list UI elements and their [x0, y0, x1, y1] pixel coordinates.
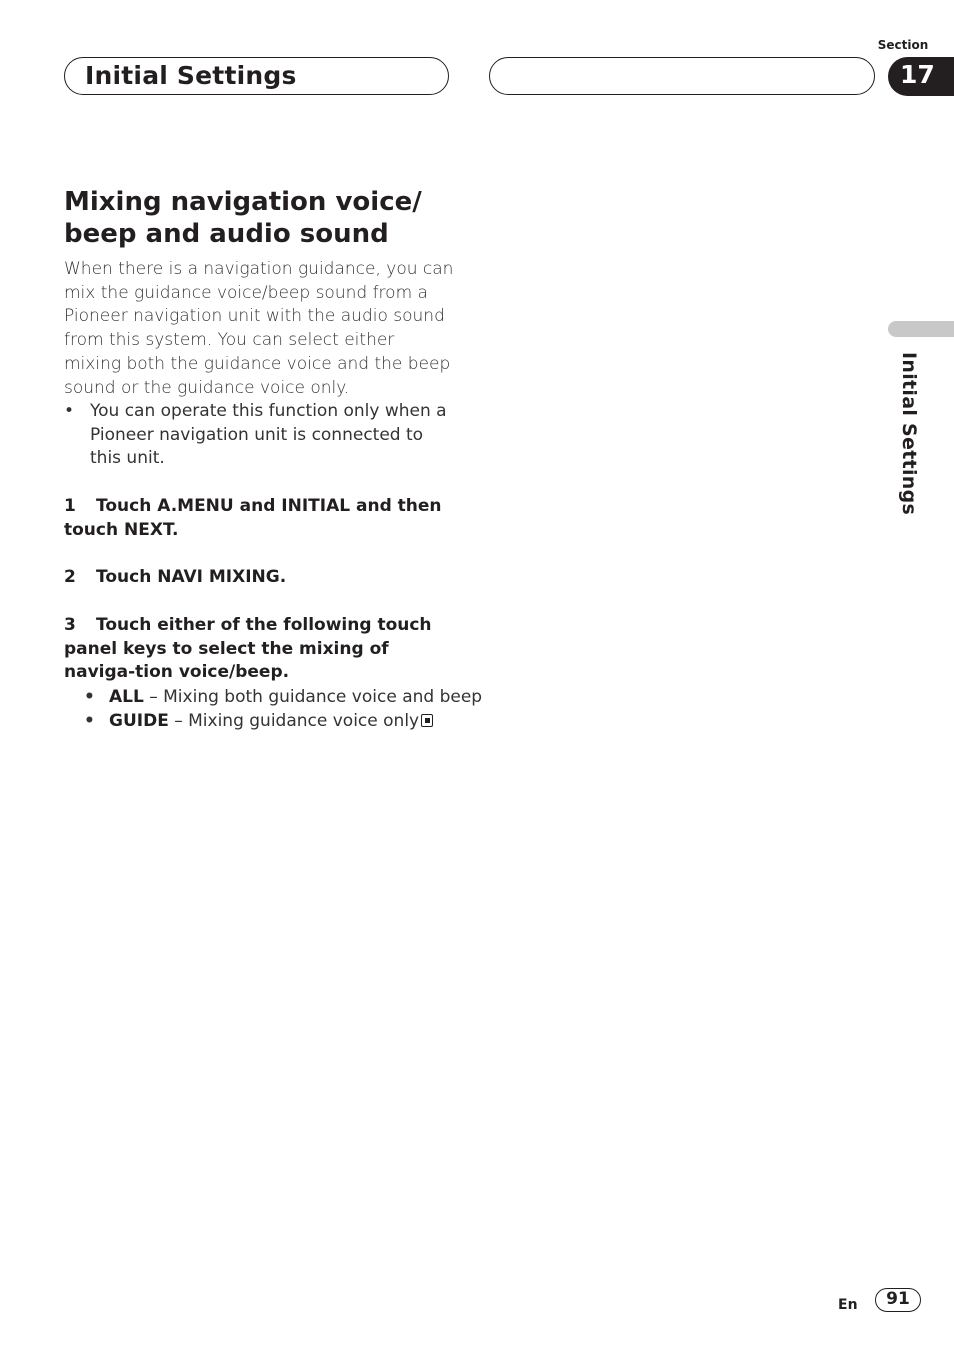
- step-3: [64, 614, 456, 685]
- bullet-icon: •: [84, 711, 95, 731]
- option-all: [84, 686, 483, 710]
- option-description: – Mixing both guidance voice and beep: [149, 687, 483, 707]
- step-text: Touch NAVI MIXING.: [96, 567, 287, 587]
- header-blank-frame: [489, 57, 875, 95]
- option-key: GUIDE: [109, 711, 169, 731]
- step-text: Touch A.MENU and INITIAL and then touch NEXT.: [64, 496, 442, 540]
- note-text: You can operate this function only when a Pioneer navigation unit is connected to this unit.: [90, 401, 447, 469]
- language-label: En: [838, 1297, 858, 1313]
- step-1: [64, 495, 456, 542]
- option-description: – Mixing guidance voice only: [174, 711, 420, 731]
- section-label: Section: [877, 38, 929, 52]
- bullet-icon: •: [84, 687, 95, 707]
- bullet-icon: •: [64, 401, 75, 421]
- step-text: Touch either of the following touch panel keys to select the mixing of naviga-tion voice/beep.: [64, 615, 432, 683]
- side-tab-label: Initial Settings: [898, 352, 920, 516]
- option-guide: [84, 710, 464, 734]
- section-tab: [888, 57, 954, 96]
- step-number: 1: [64, 496, 76, 516]
- step-2: [64, 566, 456, 590]
- header-title: Initial Settings: [85, 61, 297, 90]
- header-title-frame: [64, 57, 449, 95]
- step-number: 2: [64, 567, 76, 587]
- page-number: 91: [875, 1288, 921, 1312]
- section-number: 17: [900, 60, 935, 89]
- article-heading: Mixing navigation voice/ beep and audio sound: [64, 187, 422, 249]
- intro-paragraph: When there is a navigation guidance, you can mix the guidance voice/beep sound from a Pioneer navigation unit with the audio sound from this system. You can select either mixing both the guidance voice and the beep sound or the guidance voice only.: [64, 259, 454, 398]
- note-item: [64, 400, 456, 471]
- step-number: 3: [64, 615, 76, 635]
- end-of-section-icon: [421, 714, 433, 727]
- side-tab-marker: [888, 321, 954, 337]
- option-key: ALL: [109, 687, 144, 707]
